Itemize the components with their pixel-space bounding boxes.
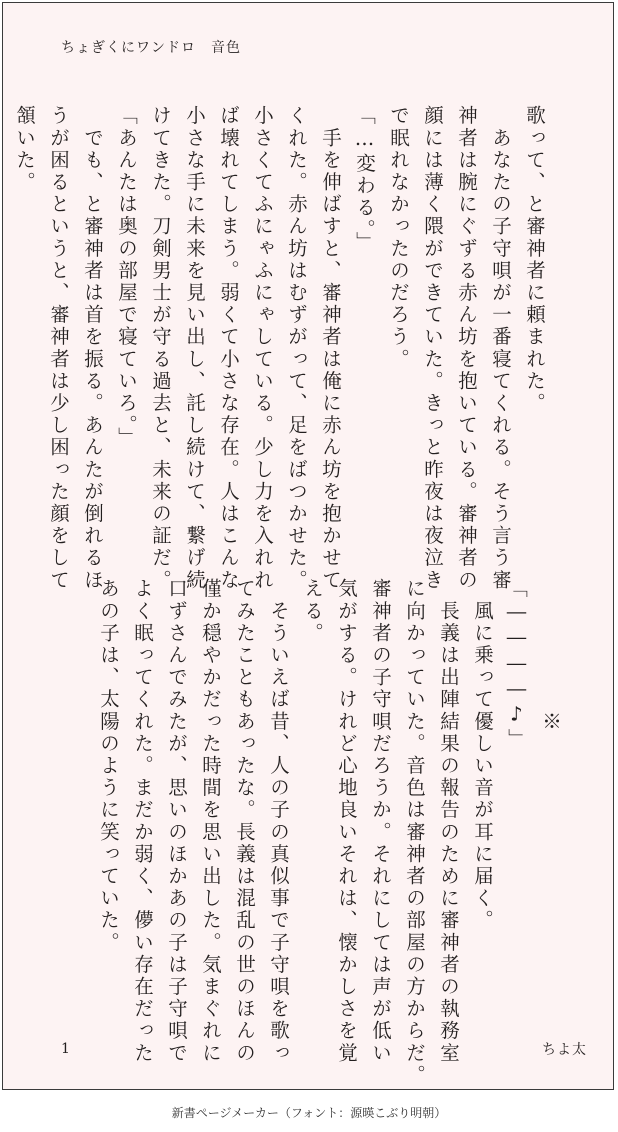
text-column-line: けてきた。刀剣男士が守る過去と、未来の証だ。 — [149, 105, 172, 592]
text-column-line: 頷いた。 — [13, 105, 36, 194]
text-column-line: でも、と審神者は首を振る。あんたが倒れるほ — [81, 105, 104, 592]
text-column-line: 「――――♪」 — [505, 578, 528, 751]
text-column-line: 「…変わる。」 — [353, 105, 376, 254]
text-column-line: 手を伸ばすと、審神者は俺に赤ん坊を抱かせて — [319, 105, 342, 592]
text-column-line: そういえば昔、人の子の真似事で子守唄を歌っ — [267, 578, 290, 1065]
text-column-line: ※ — [539, 578, 562, 733]
page — [2, 2, 614, 1090]
text-column-line: てみたこともあったな。長義は混乱の世のほんの — [233, 578, 256, 1065]
page-header-title: ちょぎくにワンドロ 音色 — [61, 40, 241, 56]
text-block-top — [7, 105, 551, 592]
text-column-line: える。 — [301, 578, 324, 645]
text-column-line: に向かっていた。音色は審神者の部屋の方からだ。 — [403, 578, 426, 1087]
text-column-line: 小さな手に未来を見い出し、託し続けて、繋げ続 — [183, 105, 206, 592]
text-column-line: 僅か穏やかだった時間を思い出した。気まぐれに — [199, 578, 222, 1065]
text-column-line: あなたの子守唄が一番寝てくれる。そう言う審 — [489, 105, 512, 592]
text-column-line: あの子は、太陽のように笑っていた。 — [97, 578, 120, 954]
text-column-line: 顔には薄く隈ができていた。きっと昨夜は夜泣き — [421, 105, 444, 592]
text-column-line: うが困るというと、審神者は少し困った顔をして — [47, 105, 70, 592]
text-column-line: 気がする。けれど心地良いそれは、懐かしさを覚 — [335, 578, 358, 1065]
text-column-line: 長義は出陣結果の報告のために審神者の執務室 — [437, 578, 460, 1065]
text-column-line: くれた。赤ん坊はむずがって、足をばつかせた。 — [285, 105, 308, 592]
text-column-line: ば壊れてしまう。弱くて小さな存在。人はこんな — [217, 105, 240, 592]
text-column-line: 審神者の子守唄だろうか。それにしては声が低い — [369, 578, 392, 1065]
text-column-line: 歌って、と審神者に頼まれた。 — [523, 105, 546, 415]
text-column-line: で眠れなかったのだろう。 — [387, 105, 410, 371]
text-column-line: 小さくてふにゃふにゃしている。少し力を入れれ — [251, 105, 274, 592]
text-column-line: 「あんたは奥の部屋で寝ていろ。」 — [115, 105, 138, 449]
text-column-line: よく眠ってくれた。まだか弱く、儚い存在だった — [131, 578, 154, 1065]
text-column-line: 口ずさんでみたが、思いのほかあの子は子守唄で — [165, 578, 188, 1065]
footer-credit: 新書ページメーカー（フォント：源暎こぶり明朝） — [171, 1106, 447, 1120]
author-name: ちよ太 — [542, 1042, 587, 1058]
page-number: 1 — [61, 1041, 70, 1057]
text-column-line: 神者は腕にぐずる赤ん坊を抱いている。審神者の — [455, 105, 478, 592]
text-column-line: 風に乗って優しい音が耳に届く。 — [471, 578, 494, 932]
